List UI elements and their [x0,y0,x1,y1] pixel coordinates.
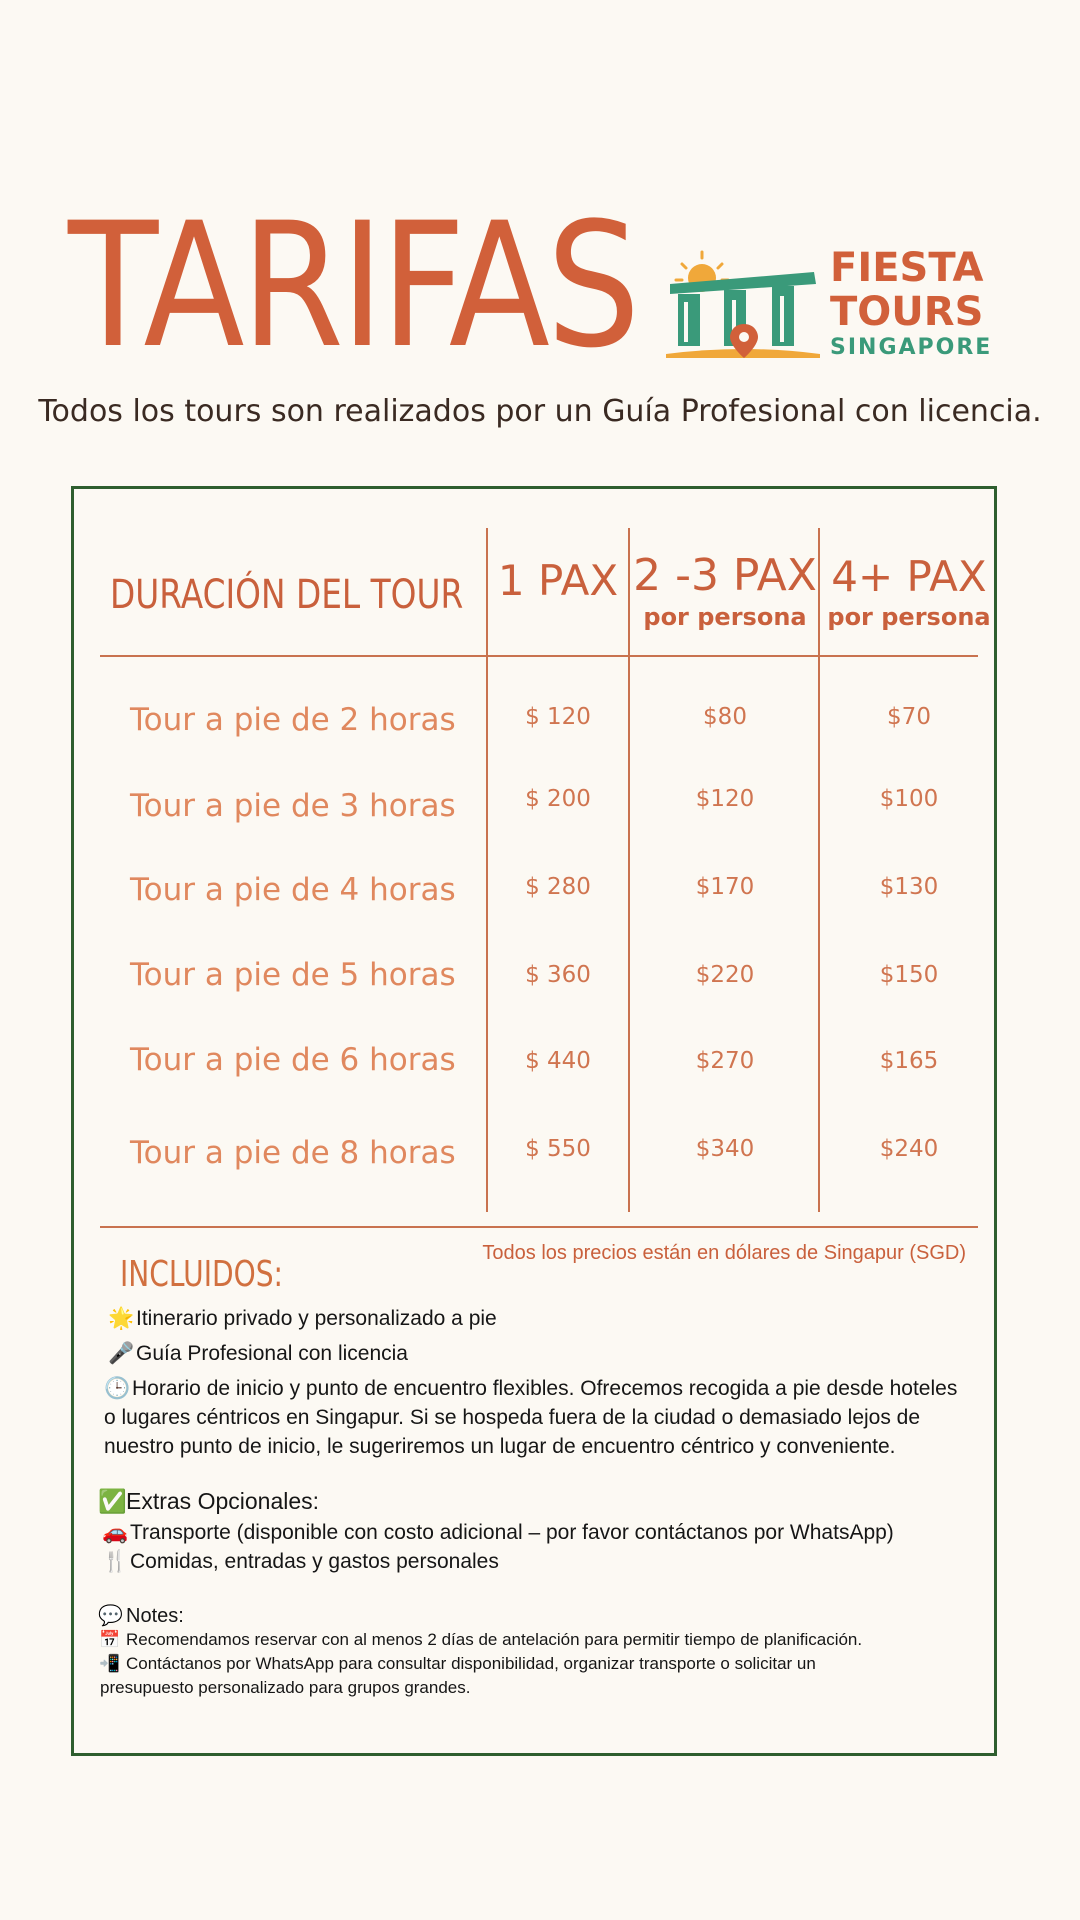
extras-item-text: Comidas, entradas y gastos personales [130,1550,499,1573]
header-pax4 [820,552,998,631]
price-2-3pax: $80 [703,704,747,730]
brand-line-1: FIESTA [830,245,984,291]
checkmark-icon: ✅ [98,1488,127,1514]
column-divider [628,528,630,1212]
extras-item [102,1547,982,1576]
page-title: TARIFAS [68,185,637,386]
brand-line-3: SINGAPORE [830,335,993,360]
included-item-continued: o lugares céntricos en Singapur. Si se hospeda fuera de la ciudad o demasiado lejos de [104,1406,921,1429]
clock-icon: 🕒 [104,1377,131,1400]
header-duration: DURACIÓN DEL TOUR [110,572,464,618]
price-2-3pax: $170 [695,874,755,900]
price-4pax: $150 [879,962,939,988]
included-item-text: Itinerario privado y personalizado a pie [136,1307,497,1330]
brand-line-2: TOURS [830,289,984,335]
price-4pax: $70 [887,704,931,730]
included-item [104,1374,984,1403]
notes-item [98,1628,978,1652]
included-title: INCLUIDOS: [120,1254,283,1295]
extras-title-text: Extras Opcionales: [126,1488,320,1514]
column-divider [818,528,820,1212]
row-label: Tour a pie de 3 horas [130,788,456,824]
included-item-text: Horario de inicio y punto de encuentro flexibles. Ofrecemos recogida a pie desde hoteles [132,1377,958,1400]
price-2-3pax: $270 [695,1048,755,1074]
currency-note: Todos los precios están en dólares de Singapur (SGD) [482,1242,966,1264]
notes-item-continued: presupuesto personalizado para grupos grandes. [100,1678,471,1697]
header-pax4-sub: por persona [827,603,991,631]
header-pax1-label: 1 PAX [497,556,619,605]
notes-item [98,1652,978,1676]
extras-title [98,1487,978,1516]
price-4pax: $100 [879,786,939,812]
price-2-3pax: $340 [695,1136,755,1162]
included-item [108,1339,988,1368]
marina-bay-logo-icon [664,244,824,364]
price-4pax: $165 [879,1048,939,1074]
price-1pax: $ 120 [525,704,591,730]
price-2-3pax: $220 [695,962,755,988]
column-divider [486,528,488,1212]
page-subtitle: Todos los tours son realizados por un Guía Profesional con licencia. [38,394,1042,429]
notes-item-text: Recomendamos reservar con al menos 2 días de antelación para permitir tiempo de planificación. [126,1630,863,1649]
price-4pax: $130 [879,874,939,900]
row-label: Tour a pie de 5 horas [130,957,456,993]
header-pax23-label: 2 -3 PAX [633,550,817,601]
mobile-phone-icon: 📲 [99,1654,121,1673]
header-divider [100,655,978,657]
microphone-icon: 🎤 [108,1342,135,1365]
header-pax23 [630,550,820,631]
price-1pax: $ 360 [525,962,591,988]
included-item [108,1304,988,1333]
speech-bubble-icon: 💬 [98,1605,123,1627]
price-2-3pax: $120 [695,786,755,812]
price-1pax: $ 280 [525,874,591,900]
row-label: Tour a pie de 8 horas [130,1135,456,1171]
included-item-text: Guía Profesional con licencia [136,1342,408,1365]
notes-item-text: Contáctanos por WhatsApp para consultar disponibilidad, organizar transporte o solicitar un [126,1654,816,1673]
header-pax1 [488,556,628,605]
price-1pax: $ 550 [525,1136,591,1162]
extras-item-text: Transporte (disponible con costo adicional – por favor contáctanos por WhatsApp) [130,1521,894,1544]
star-icon: 🌟 [108,1307,135,1330]
extras-item [102,1518,982,1547]
brand-name [830,245,993,362]
notes-title [98,1602,978,1631]
header-pax23-sub: por persona [643,603,807,631]
price-1pax: $ 440 [525,1048,591,1074]
included-item-continued: nuestro punto de inicio, le sugeriremos un lugar de encuentro céntrico y conveniente. [104,1435,896,1458]
fork-knife-icon: 🍴 [102,1550,129,1573]
notes-title-text: Notes: [126,1605,184,1627]
row-label: Tour a pie de 4 horas [130,872,456,908]
price-1pax: $ 200 [525,786,591,812]
calendar-icon: 📅 [99,1630,121,1649]
car-icon: 🚗 [102,1521,129,1544]
table-bottom-divider [100,1226,978,1228]
row-label: Tour a pie de 2 horas [130,702,456,738]
row-label: Tour a pie de 6 horas [130,1042,456,1078]
header-pax4-label: 4+ PAX [831,552,987,601]
price-4pax: $240 [879,1136,939,1162]
